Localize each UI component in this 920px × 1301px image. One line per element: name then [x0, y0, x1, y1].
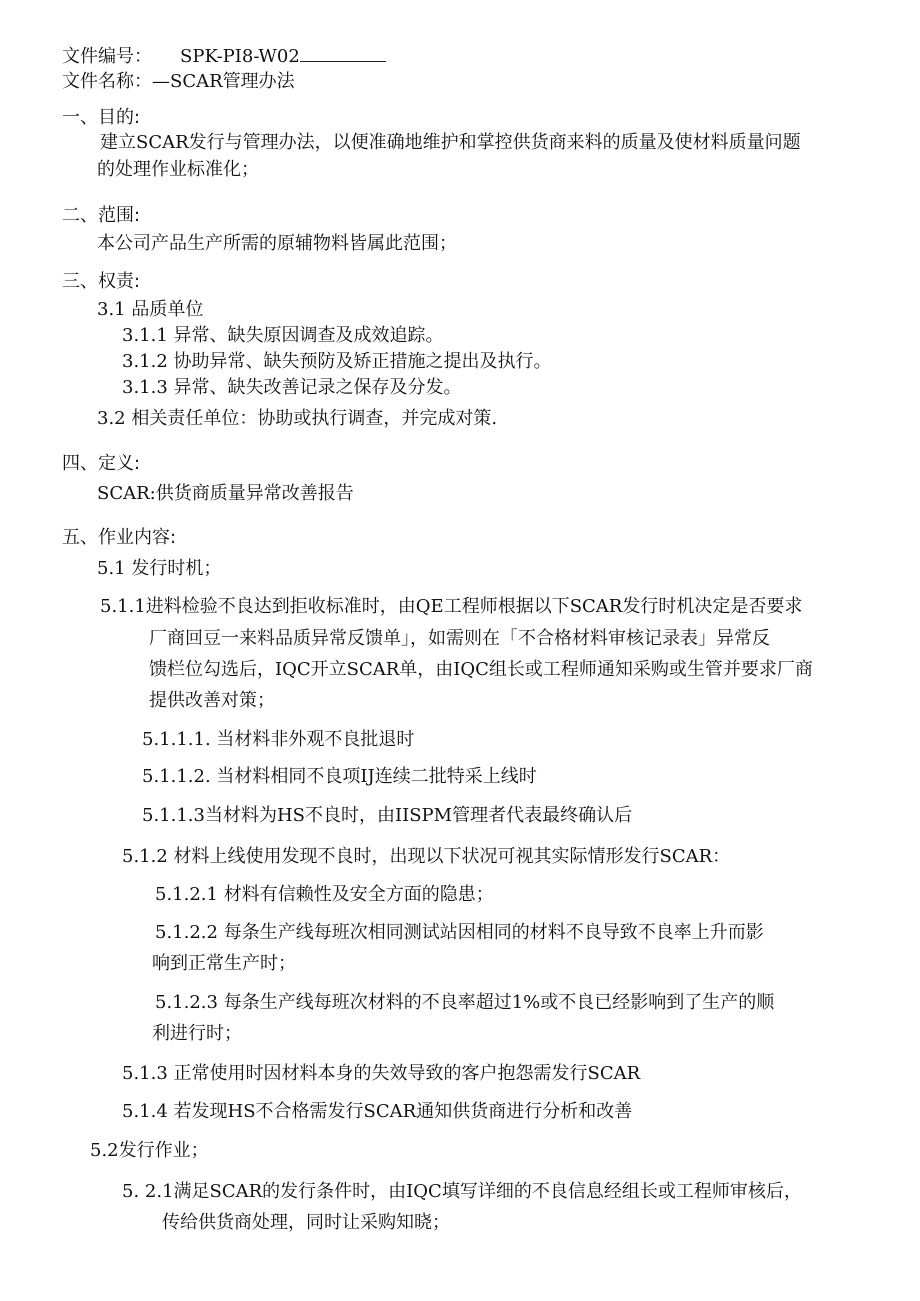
proc-5-1-1-line-1: 5.1.1进料检验不良达到拒收标准时，由QE工程师根据以下SCAR发行时机决定是否要求 — [100, 596, 803, 617]
resp-3-1-2: 3.1.2 协助异常、缺失预防及矫正措施之提出及执行。 — [122, 351, 552, 372]
doc-number-row — [62, 45, 386, 69]
proc-5-1-2-1: 5.1.2.1 材料有信赖性及安全方面的隐患； — [155, 884, 494, 905]
proc-5-1-2-3-line-2: 利进行时； — [152, 1023, 242, 1044]
proc-5-1-4: 5.1.4 若发现HS不合格需发行SCAR通知供货商进行分析和改善 — [122, 1101, 633, 1122]
proc-5-1-3: 5.1.3 正常使用时因材料本身的失效导致的客户抱怨需发行SCAR — [122, 1063, 641, 1084]
section-scope-title: 二、范围: — [62, 205, 141, 226]
resp-3-1-1: 3.1.1 异常、缺失原因调查及成效追踪。 — [122, 325, 444, 346]
proc-5-1: 5.1 发行时机； — [97, 558, 222, 579]
section-responsibility-title: 三、权责: — [62, 271, 141, 292]
proc-5-1-2-3-line-1: 5.1.2.3 每条生产线每班次材料的不良率超过1%或不良已经影响到了生产的顺 — [155, 992, 775, 1013]
section-procedure-title: 五、作业内容: — [62, 527, 177, 548]
doc-name-row — [62, 70, 295, 94]
proc-5-1-1-line-3: 馈栏位勾选后，IQC开立SCAR单，由IQC组长或工程师通知采购或生管并要求厂商 — [149, 659, 813, 680]
resp-3-2: 3.2 相关责任单位：协助或执行调查，并完成对策. — [97, 408, 498, 429]
doc-number-value: SPK-PI8-W02 — [180, 46, 300, 67]
proc-5-1-1-3: 5.1.1.3当材料为HS不良时，由IISPM管理者代表最终确认后 — [142, 805, 633, 826]
proc-5-2-1-line-2: 传给供货商处理，同时让采购知晓； — [162, 1212, 450, 1233]
resp-3-1-3: 3.1.3 异常、缺失改善记录之保存及分发。 — [122, 377, 462, 398]
proc-5-1-1-line-2: 厂商回豆一来料品质异常反馈单」，如需则在「不合格材料审核记录表」异常反 — [149, 628, 770, 649]
proc-5-1-1-1: 5.1.1.1. 当材料非外观不良批退时 — [142, 729, 415, 750]
doc-name-value: —SCAR管理办法 — [152, 71, 295, 92]
proc-5-1-1-line-4: 提供改善对策； — [149, 690, 275, 711]
proc-5-1-2-2-line-1: 5.1.2.2 每条生产线每班次相同测试站因相同的材料不良导致不良率上升而影 — [155, 922, 764, 943]
proc-5-1-1-2: 5.1.1.2. 当材料相同不良项IJ连续二批特采上线时 — [142, 766, 537, 787]
doc-number-label: 文件编号： — [62, 46, 152, 67]
scope-line-1: 本公司产品生产所需的原辅物料皆属此范围； — [97, 233, 457, 254]
proc-5-2-1-line-1: 5. 2.1满足SCAR的发行条件时，由IQC填写详细的不良信息经组长或工程师审核后， — [122, 1181, 802, 1202]
purpose-line-2: 的处理作业标准化； — [97, 159, 259, 180]
section-definition-title: 四、定义: — [62, 453, 141, 474]
doc-number-underline — [300, 47, 386, 62]
proc-5-2: 5.2发行作业； — [90, 1140, 209, 1161]
proc-5-1-2-2-line-2: 响到正常生产时； — [152, 953, 296, 974]
doc-name-label: 文件名称： — [62, 71, 152, 92]
section-purpose-title: 一、目的: — [62, 107, 141, 128]
resp-3-1: 3.1 品质单位 — [97, 299, 204, 320]
definition-line: SCAR:供货商质量异常改善报告 — [97, 483, 354, 504]
proc-5-1-2: 5.1.2 材料上线使用发现不良时，出现以下状况可视其实际情形发行SCAR： — [122, 846, 731, 867]
purpose-line-1: 建立SCAR发行与管理办法，以便准确地维护和掌控供货商来料的质量及使材料质量问题 — [100, 132, 801, 153]
